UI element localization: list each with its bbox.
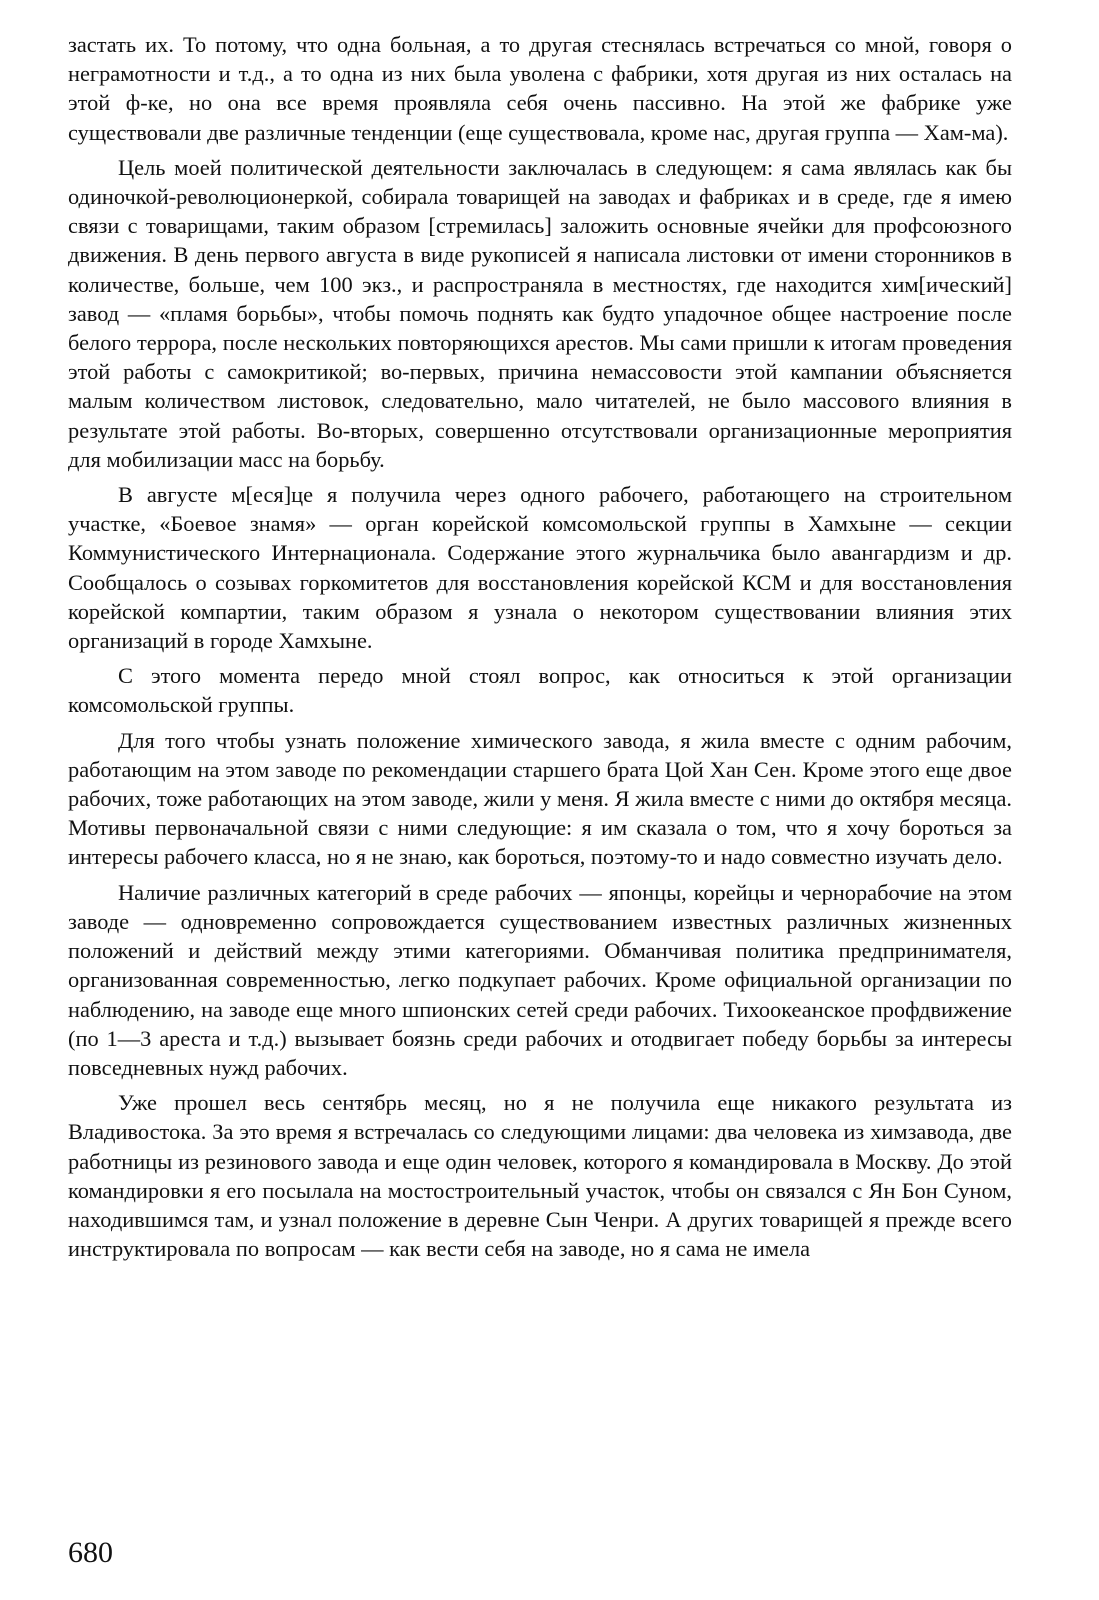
paragraph-7: Уже прошел весь сентябрь месяц, но я не получила еще никакого результата из Владивостока. За это время я встречалась со следующими лицами: два человека из химзавода, две работницы из резинового завода и еще один человек, которого я командировала в Москву. До этой командировки я его посылала на мостостроительный участок, чтобы он связался с Ян Бон Суном, находившимся там, и узнал положение в деревне Сын Ченри. А других товарищей я прежде всего инструктировала по вопросам — как вести себя на заводе, но я сама не имела <box>68 1090 1012 1262</box>
paragraph-2: Цель моей политической деятельности заключалась в следующем: я сама являлась как бы одиночкой-революционеркой, собирала товарищей на заводах и фабриках и в среде, где я имею связи с товарищами, таким образом [стремилась] заложить основные ячейки для профсоюзного движения. В день первого августа в виде рукописей я написала листовки от имени сторонников в количестве, больше, чем 100 экз., и распространяла в местностях, где находится хим[ический] завод — «пламя борьбы», чтобы помочь поднять как будто упадочное общее настроение после белого террора, после нескольких повторяющихся арестов. Мы сами пришли к итогам проведения этой работы с самокритикой; во-первых, причина немассовости этой кампании объясняется малым количеством листовок, следовательно, мало читателей, не было массового влияния в результате этой работы. Во-вторых, совершенно отсутствовали организационные мероприятия для мобилизации масс на борьбу. <box>68 154 1012 472</box>
paragraph-4: С этого момента передо мной стоял вопрос, как относиться к этой организации комсомольской группы. <box>68 663 1012 718</box>
page-number: 680 <box>68 1536 113 1569</box>
paragraph-1: застать их. То потому, что одна больная, а то другая стеснялась встречаться со мной, говоря о неграмотности и т.д., а то одна из них была уволена с фабрики, хотя другая из них осталась на этой ф-ке, но она все время проявляла себя очень пассивно. На этой же фабрике уже существовали две различные тенденции (еще существовала, кроме нас, другая группа — Хам-ма). <box>68 32 1012 145</box>
paragraph-5: Для того чтобы узнать положение химического завода, я жила вместе с одним рабочим, работающим на этом заводе по рекомендации старшего брата Цой Хан Сен. Кроме этого еще двое рабочих, тоже работающих на этом заводе, жили у меня. Я жила вместе с ними до октября месяца. Мотивы первоначальной связи с ними следующие: я им сказала о том, что я хочу бороться за интересы рабочего класса, но я не знаю, как бороться, поэтому-то и надо совместно изучать дело. <box>68 727 1012 870</box>
paragraph-6: Наличие различных категорий в среде рабочих — японцы, корейцы и чернорабочие на этом заводе — одновременно сопровождается существованием известных различных жизненных положений и действий между этими категориями. Обманчивая политика предпринимателя, организованная современностью, легко подкупает рабочих. Кроме официальной организации по наблюдению, на заводе еще много шпионских сетей среди рабочих. Тихоокеанское профдвижение (по 1—3 ареста и т.д.) вызывает боязнь среди рабочих и отодвигает победу борьбы за интересы повседневных нужд рабочих. <box>68 879 1012 1080</box>
paragraph-3: В августе м[еся]це я получила через одного рабочего, работающего на строительном участке, «Боевое знамя» — орган корейской комсомольской группы в Хамхыне — секции Коммунистического Интернационала. Содержание этого журнальчика было авангардизм и др. Сообщалось о созывах горкомитетов для восстановления корейской КСМ и для восстановления корейской компартии, таким образом я узнала о некотором существовании влияния этих организаций в городе Хамхыне. <box>68 482 1012 654</box>
document-page <box>68 30 1012 1269</box>
